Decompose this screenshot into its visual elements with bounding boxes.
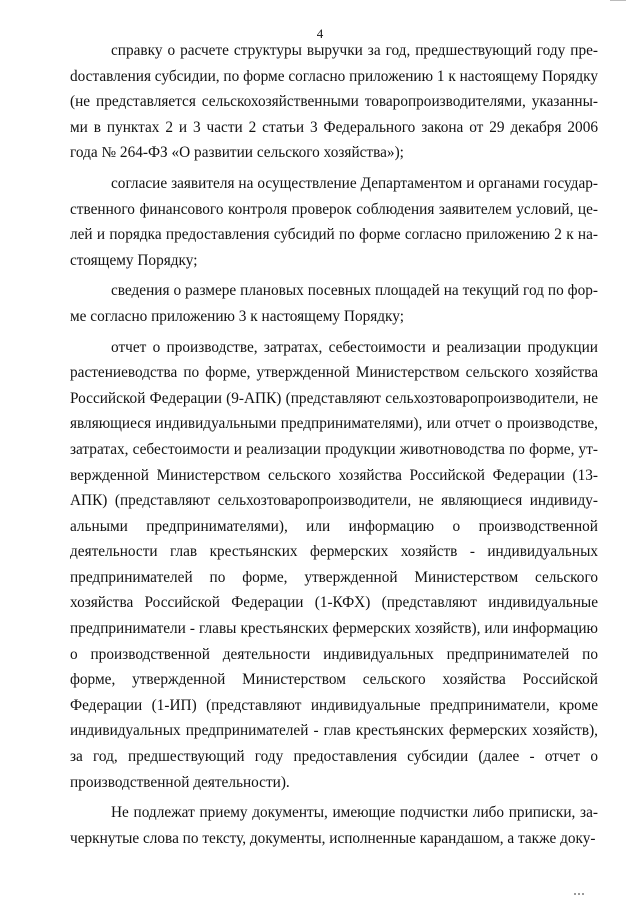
paragraph-production-report: отчет о производстве, затратах, себестоимости и реализации продукции растениеводства по форме, утвержденной Министерством сельского хозяйства Российской Федерации (9-АПК) (представляют сельхозтоваропроизводители, не являющиеся индивидуальными предпринимателями), или отчет о производстве, затратах, себестоимости и реализации продукции животноводства по форме, утвержденной Министерством сельского хозяйства Российской Федерации (13-АПК) (представляют сельхозтоваропроизводители, не являющиеся индивидуальными предпринимателями), или информацию о производственной деятельности глав крестьянских фермерских хозяйств - индивидуальных предпринимателей по форме, утвержденной Министерством сельского хозяйства Российской Федерации (1-КФХ) (представляют индивидуальные предприниматели - главы крестьянских фермерских хозяйств), или информацию о производственной деятельности индивидуальных предпринимателей по форме, утвержденной Министерством сельского хозяйства Российской Федерации (1-ИП) (представляют индивидуальные предприниматели, кроме индивидуальных предпринимателей - глав крестьянских фермерских хозяйств), за год, предшествующий году предоставления субсидии (далее - отчет о производственной деятельности).: [70, 338, 598, 791]
paragraph-sowing-areas: сведения о размере плановых посевных площадей на текущий год по форме согласно приложению 3 к настоящему Порядку;: [70, 282, 598, 325]
paragraph-revenue-structure: справку о расчете структуры выручки за год, предшествующий году преdоставления субсидии, по форме согласно приложению 1 к настоящему Порядку (не представляется сельскохозяйственными товаропроизводителями, указанными в пунктах 2 и 3 части 2 статьи 3 Федерального закона от 29 декабря 2006 года № 264-ФЗ «О развитии сельского хозяйства»);: [70, 42, 598, 162]
paragraph-consent: согласие заявителя на осуществление Департаментом и органами государственного финансового контроля проверок соблюдения заявителем условий, целей и порядка предоставления субсидий по форме согласно приложению 2 к настоящему Порядку;: [70, 174, 598, 269]
page-number: 4: [316, 26, 324, 41]
document-body: [70, 38, 598, 856]
scan-mark-bottom: [574, 893, 584, 897]
paragraph-rejected-documents: Не подлежат приему документы, имеющие подчистки либо приписки, зачеркнутые слова по тексту, документы, исполненные карандашом, а также доку-: [70, 804, 598, 847]
scan-mark-top: [610, 0, 626, 4]
